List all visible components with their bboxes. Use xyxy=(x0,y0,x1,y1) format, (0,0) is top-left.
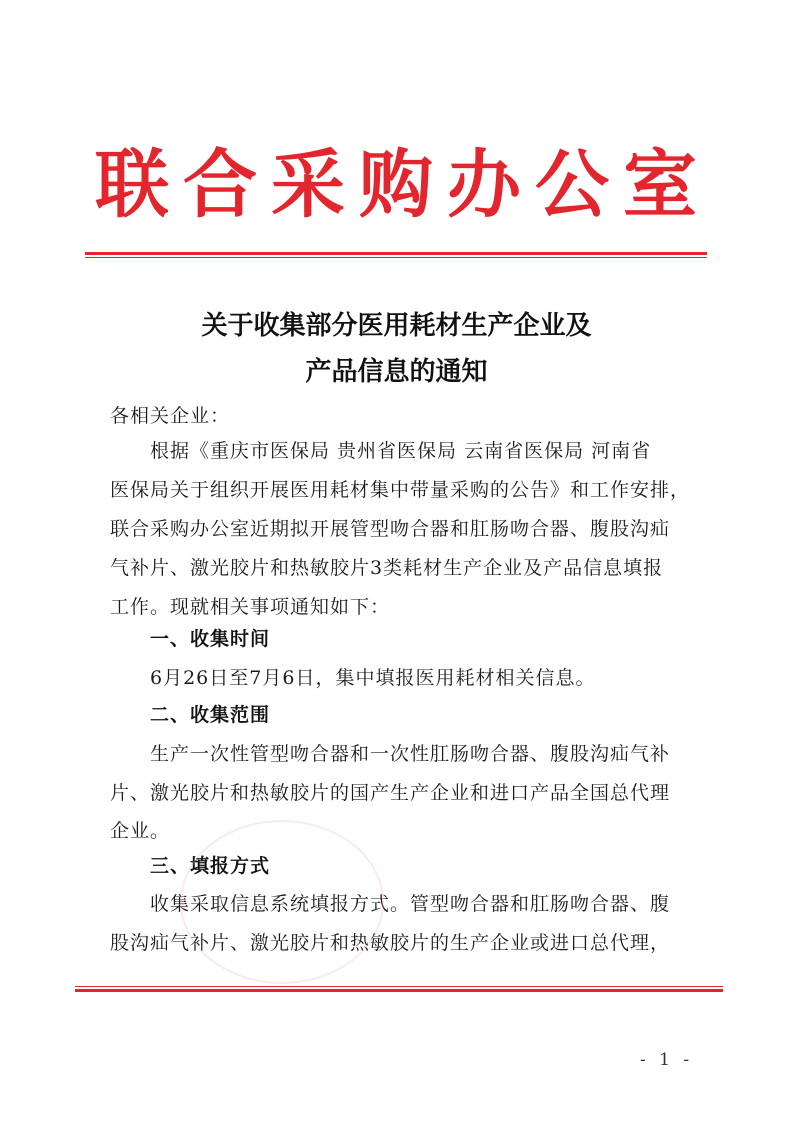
footer-rule-thin xyxy=(75,986,723,987)
section-2-heading: 二、收集范围 xyxy=(150,704,271,726)
footer-rule-thick xyxy=(75,989,723,992)
section-3-heading: 三、填报方式 xyxy=(150,855,271,877)
masthead-rule-thick xyxy=(85,252,707,255)
paragraph-1-line-2: 医保局关于组织开展医用耗材集中带量采购的公告》和工作安排， xyxy=(110,479,691,501)
salutation: 各相关企业： xyxy=(110,405,231,427)
section-2-line-1: 生产一次性管型吻合器和一次性肛肠吻合器、腹股沟疝气补 xyxy=(150,743,671,765)
notice-title-line-2: 产品信息的通知 xyxy=(305,357,488,387)
page-number: - 1 - xyxy=(640,1050,694,1070)
section-1-heading: 一、收集时间 xyxy=(150,628,271,650)
faint-seal-mark xyxy=(180,820,384,984)
paragraph-1-line-5: 工作。现就相关事项通知如下： xyxy=(110,596,391,618)
section-1-line-1: 6月26日至7月6日，集中填报医用耗材相关信息。 xyxy=(150,667,596,689)
paragraph-1-line-1: 根据《重庆市医保局 贵州省医保局 云南省医保局 河南省 xyxy=(150,440,652,462)
notice-title-line-1: 关于收集部分医用耗材生产企业及 xyxy=(201,311,592,341)
section-2-line-3: 企业。 xyxy=(110,820,171,842)
section-3-line-1: 收集采取信息系统填报方式。管型吻合器和肛肠吻合器、腹 xyxy=(150,893,671,915)
paragraph-1-line-4: 气补片、激光胶片和热敏胶片3类耗材生产企业及产品信息填报 xyxy=(110,557,664,579)
paragraph-1-line-3: 联合采购办公室近期拟开展管型吻合器和肛肠吻合器、腹股沟疝 xyxy=(110,518,671,540)
masthead-title: 联合采购办公室 xyxy=(95,142,711,228)
section-3-line-2: 股沟疝气补片、激光胶片和热敏胶片的生产企业或进口总代理， xyxy=(110,932,671,954)
masthead-rule-thin xyxy=(85,257,707,258)
section-2-line-2: 片、激光胶片和热敏胶片的国产生产企业和进口产品全国总代理 xyxy=(110,782,671,804)
